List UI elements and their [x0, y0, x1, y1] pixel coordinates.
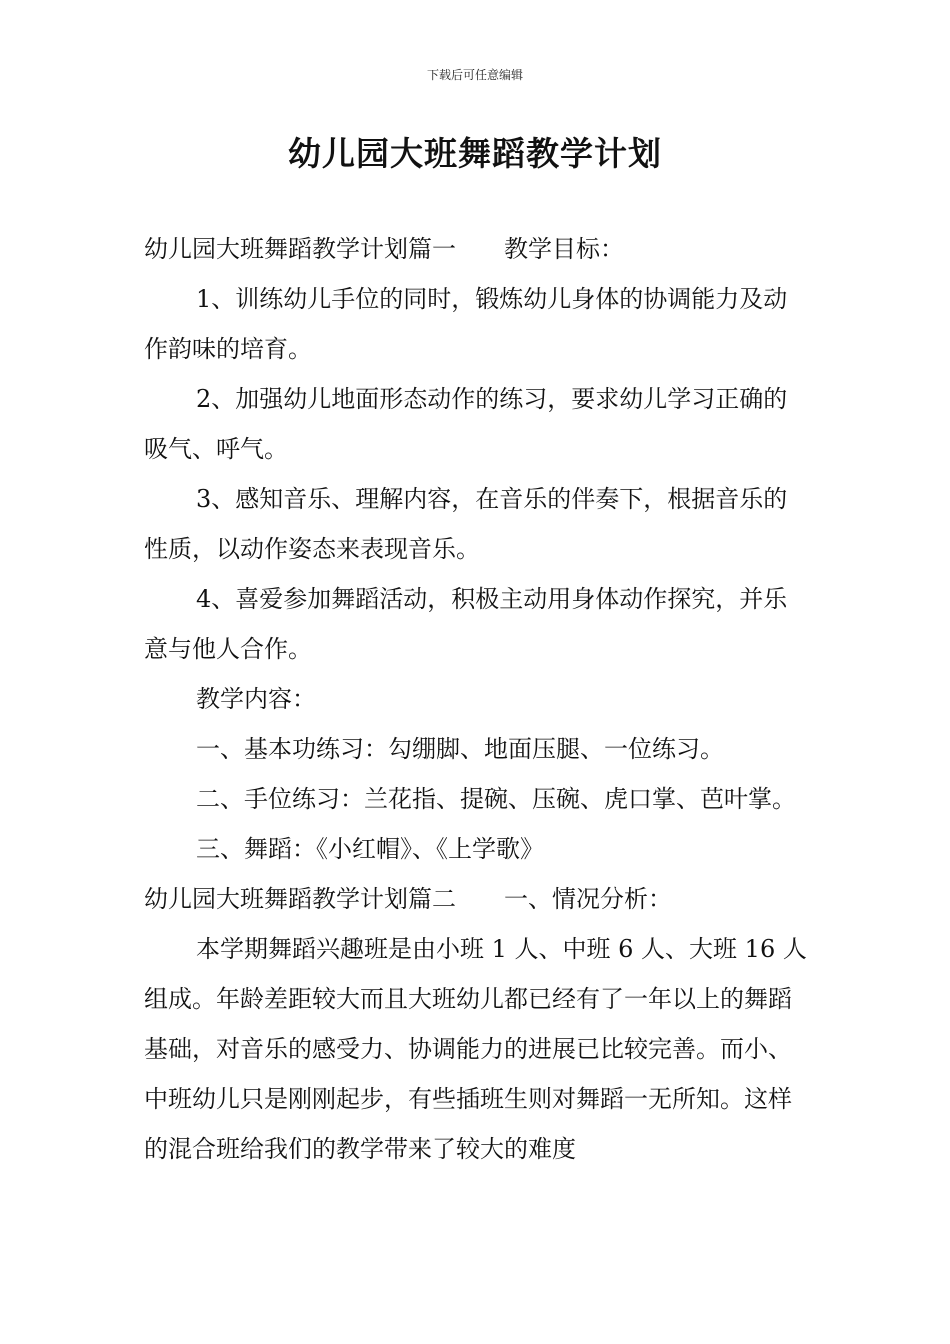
paragraph: 教学内容： [196, 685, 316, 713]
paragraph: 1、训练幼儿手位的同时，锻炼幼儿身体的协调能力及动作韵味的培育。 [144, 285, 788, 363]
section-heading-1 [144, 224, 809, 274]
header-note: 下载后可任意编辑 [426, 68, 523, 82]
paragraph: 三、舞蹈：《小红帽》、《上学歌》 [196, 835, 544, 863]
paragraph: 二、手位练习：兰花指、提碗、压碗、虎口掌、芭叶掌。 [196, 785, 796, 813]
paragraph: 一、基本功练习：勾绷脚、地面压腿、一位练习。 [196, 735, 724, 763]
paragraph: 2、加强幼儿地面形态动作的练习，要求幼儿学习正确的吸气、呼气。 [144, 385, 788, 463]
paragraph: 本学期舞蹈兴趣班是由小班 1 人、中班 6 人、大班 16 人组成。年龄差距较大而且大班幼儿都已经有了一年以上的舞蹈基础，对音乐的感受力、协调能力的进展已比较完善。而小、中班幼儿只是刚刚起步，有些插班生则对舞蹈一无所知。这样的混合班给我们的教学带来了较大的难度 [144, 935, 807, 1163]
section-title: 幼儿园大班舞蹈教学计划篇一 [144, 235, 456, 263]
paragraph: 4、喜爱参加舞蹈活动，积极主动用身体动作探究，并乐意与他人合作。 [144, 585, 788, 663]
section-heading-2 [144, 874, 809, 924]
section-title: 幼儿园大班舞蹈教学计划篇二 [144, 885, 456, 913]
document-body [144, 224, 809, 1174]
section-subtitle: 教学目标： [504, 235, 624, 263]
section-subtitle: 一、情况分析： [504, 885, 672, 913]
page-title: 幼儿园大班舞蹈教学计划 [288, 134, 662, 173]
paragraph: 3、感知音乐、理解内容，在音乐的伴奏下，根据音乐的性质，以动作姿态来表现音乐。 [144, 485, 788, 563]
